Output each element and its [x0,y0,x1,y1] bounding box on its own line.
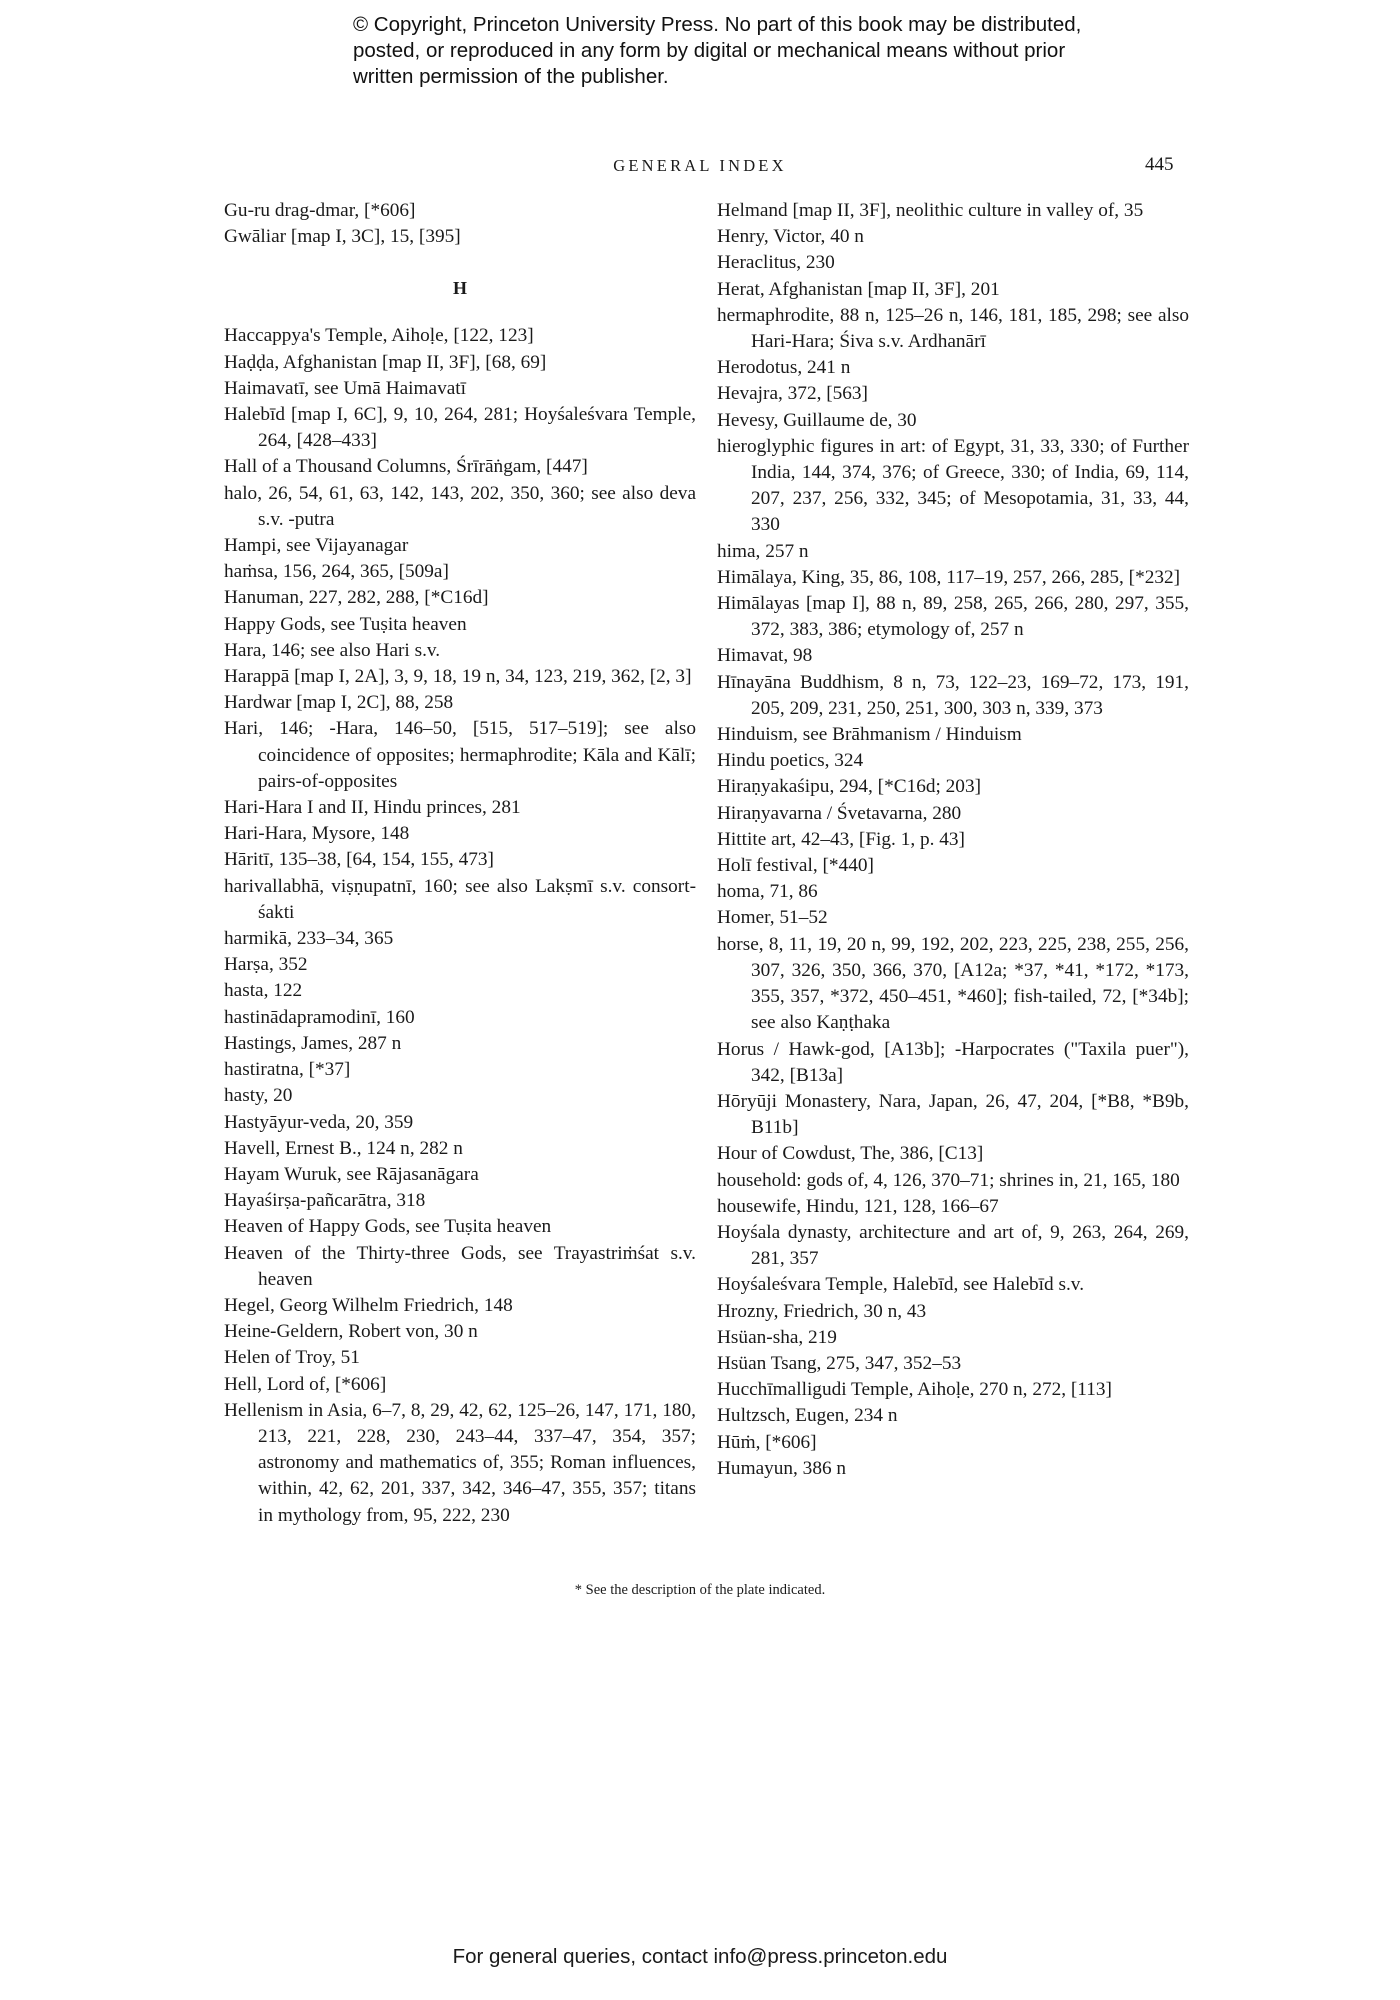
index-entry: hastiratna, [*37] [224,1059,351,1081]
index-entry: hieroglyphic figures in art: of Egypt, 31, 33, 330; of Further India, 144, 374, 376; of Greece, 330; of India, 69, 114, 207, 237, 256, 332, 345; of Mesopotamia, 31, 33, 44, 330 [717,435,1189,536]
index-entry: horse, 8, 11, 19, 20 n, 99, 192, 202, 223, 225, 238, 255, 256, 307, 326, 350, 366, 370, [A12a; *37, *41, *172, *173, 355, 357, *372, 450–451, *460]; fish-tailed, 72, [*34b]; see also Kaṇṭhaka [717,933,1189,1034]
index-column-right [717,198,1189,1482]
page-number: 445 [1145,154,1174,175]
index-entry: Hara, 146; see also Hari s.v. [224,639,441,661]
index-entry: Hāritī, 135–38, [64, 154, 155, 473] [224,849,494,871]
index-entry: Hell, Lord of, [*606] [224,1373,387,1395]
index-entry: Hastings, James, 287 n [224,1032,402,1054]
index-entry: Hari-Hara I and II, Hindu princes, 281 [224,797,521,819]
index-entry: Hayam Wuruk, see Rājasanāgara [224,1163,479,1185]
copyright-notice: © Copyright, Princeton University Press. No part of this book may be distributed, posted, or reproduced in any form by digital or mechanical means without prior written permission of the publisher. [353,13,1082,88]
index-entry: Hampi, see Vijayanagar [224,535,409,557]
index-entry: Gwāliar [map I, 3C], 15, [395] [224,226,461,248]
index-entry: hima, 257 n [717,540,809,562]
letter-heading: H [452,278,467,299]
index-entry: Hīnayāna Buddhism, 8 n, 73, 122–23, 169–72, 173, 191, 205, 209, 231, 250, 251, 300, 303 n, 339, 373 [717,671,1189,719]
index-entry: Harappā [map I, 2A], 3, 9, 18, 19 n, 34, 123, 219, 362, [2, 3] [224,666,692,688]
index-entry: Homer, 51–52 [717,907,828,929]
index-entry: Haimavatī, see Umā Haimavatī [224,377,466,399]
index-entry: hermaphrodite, 88 n, 125–26 n, 146, 181, 185, 298; see also Hari-Hara; Śiva s.v. Ardhanārī [717,304,1189,353]
index-entry: Hsüan-sha, 219 [717,1326,837,1348]
index-entry: household: gods of, 4, 126, 370–71; shrines in, 21, 165, 180 [717,1169,1180,1191]
index-entry: housewife, Hindu, 121, 128, 166–67 [717,1195,999,1217]
index-entry: Harṣa, 352 [224,954,308,976]
index-entry: Hsüan Tsang, 275, 347, 352–53 [717,1352,962,1374]
index-entry: Haccappya's Temple, Aihoḷe, [122, 123] [224,325,534,347]
footnote: * See the description of the plate indicated. [574,1582,826,1598]
index-entry: Hayaśirṣa-pañcarātra, 318 [224,1190,426,1212]
left-main-entries [224,323,696,1528]
index-entry: hasta, 122 [224,980,303,1002]
index-entry: Hari-Hara, Mysore, 148 [224,823,410,845]
index-entry: Hoyśaleśvara Temple, Halebīd, see Halebīd s.v. [717,1274,1085,1296]
index-entry: Helen of Troy, 51 [224,1347,360,1369]
index-entry: Halebīd [map I, 6C], 9, 10, 264, 281; Hoyśaleśvara Temple, 264, [428–433] [224,404,696,452]
index-entry: Hevajra, 372, [563] [717,383,868,405]
index-entry: Holī festival, [*440] [717,855,874,877]
contact-footer: For general queries, contact info@press.princeton.edu [452,1945,948,1968]
index-entry: hasty, 20 [224,1085,293,1107]
index-entry: Hucchīmalligudi Temple, Aihoḷe, 270 n, 272, [113] [717,1379,1112,1401]
running-head: GENERAL INDEX [613,156,787,175]
index-entry: Hegel, Georg Wilhelm Friedrich, 148 [224,1294,513,1316]
index-entry: Hiraṇyakaśipu, 294, [*C16d; 203] [717,776,982,798]
index-entry: haṁsa, 156, 264, 365, [509a] [224,561,449,583]
right-main-entries [717,198,1189,1482]
index-entry: Heraclitus, 230 [717,252,835,274]
index-entry: Hrozny, Friedrich, 30 n, 43 [717,1300,927,1322]
index-entry: Hoyśala dynasty, architecture and art of, 9, 263, 264, 269, 281, 357 [717,1221,1189,1270]
index-entry: Hindu poetics, 324 [717,750,864,772]
index-entry: Hōryūji Monastery, Nara, Japan, 26, 47, 204, [*B8, *B9b, B11b] [717,1090,1189,1139]
index-entry: Heaven of Happy Gods, see Tuṣita heaven [224,1216,552,1238]
index-column-left [224,198,696,1529]
index-entry: homa, 71, 86 [717,881,818,903]
index-entry: Himālayas [map I], 88 n, 89, 258, 265, 266, 280, 297, 355, 372, 383, 386; etymology of, 257 n [717,593,1189,641]
index-entry: Henry, Victor, 40 n [717,226,864,248]
index-entry: Hiraṇyavarna / Śvetavarna, 280 [717,802,962,824]
left-top-entries [224,198,696,250]
section-gap [224,250,696,275]
index-entry: Heine-Geldern, Robert von, 30 n [224,1321,478,1343]
index-entry: Hittite art, 42–43, [Fig. 1, p. 43] [717,828,965,850]
index-entry: Herat, Afghanistan [map II, 3F], 201 [717,278,1000,300]
index-entry: Hastyāyur-veda, 20, 359 [224,1111,414,1133]
index-entry: Humayun, 386 n [717,1457,847,1479]
index-entry: Haḍḍa, Afghanistan [map II, 3F], [68, 69] [224,351,547,373]
index-entry: Hari, 146; -Hara, 146–50, [515, 517–519]; see also coincidence of opposites; hermaphrodite; Kāla and Kālī; pairs-of-opposites [224,718,696,792]
index-entry: Helmand [map II, 3F], neolithic culture in valley of, 35 [717,200,1144,221]
index-entry: Himavat, 98 [717,645,813,667]
index-entry: Hultzsch, Eugen, 234 n [717,1405,898,1427]
index-entry: harmikā, 233–34, 365 [224,928,394,950]
index-entry: Horus / Hawk-god, [A13b]; -Harpocrates ("Taxila puer"), 342, [B13a] [717,1038,1189,1086]
index-entry: Happy Gods, see Tuṣita heaven [224,613,467,635]
index-entry: Himālaya, King, 35, 86, 108, 117–19, 257, 266, 285, [*232] [717,566,1181,588]
index-entry: Hall of a Thousand Columns, Śrīrāṅgam, [447] [224,456,588,478]
index-entry: Hanuman, 227, 282, 288, [*C16d] [224,587,489,609]
index-entry: Havell, Ernest B., 124 n, 282 n [224,1137,463,1159]
index-entry: Hūṁ, [*606] [717,1431,817,1453]
index-entry: Hinduism, see Brāhmanism / Hinduism [717,724,1022,746]
index-entry: Hour of Cowdust, The, 386, [C13] [717,1143,984,1165]
index-entry: hastinādapramodinī, 160 [224,1006,415,1028]
index-entry: halo, 26, 54, 61, 63, 142, 143, 202, 350, 360; see also deva s.v. -putra [224,482,696,530]
index-entry: Heaven of the Thirty-three Gods, see Trayastriṁśat s.v. heaven [224,1242,696,1290]
index-entry: Hellenism in Asia, 6–7, 8, 29, 42, 62, 125–26, 147, 171, 180, 213, 221, 228, 230, 243–44, 337–47, 354, 357; astronomy and mathematics of, 355; Roman influences, within, 42, 62, 201, 337, 342, 346–47, 355, 357; titans in mythology from, 95, 222, 230 [224,1399,696,1526]
index-entry: Hardwar [map I, 2C], 88, 258 [224,692,454,714]
index-entry: harivallabhā, viṣṇupatnī, 160; see also Lakṣmī s.v. consort-śakti [224,875,696,923]
index-entry: Herodotus, 241 n [717,357,851,379]
index-entry: Gu-ru drag-dmar, [*606] [224,200,416,221]
index-entry: Hevesy, Guillaume de, 30 [717,409,917,431]
